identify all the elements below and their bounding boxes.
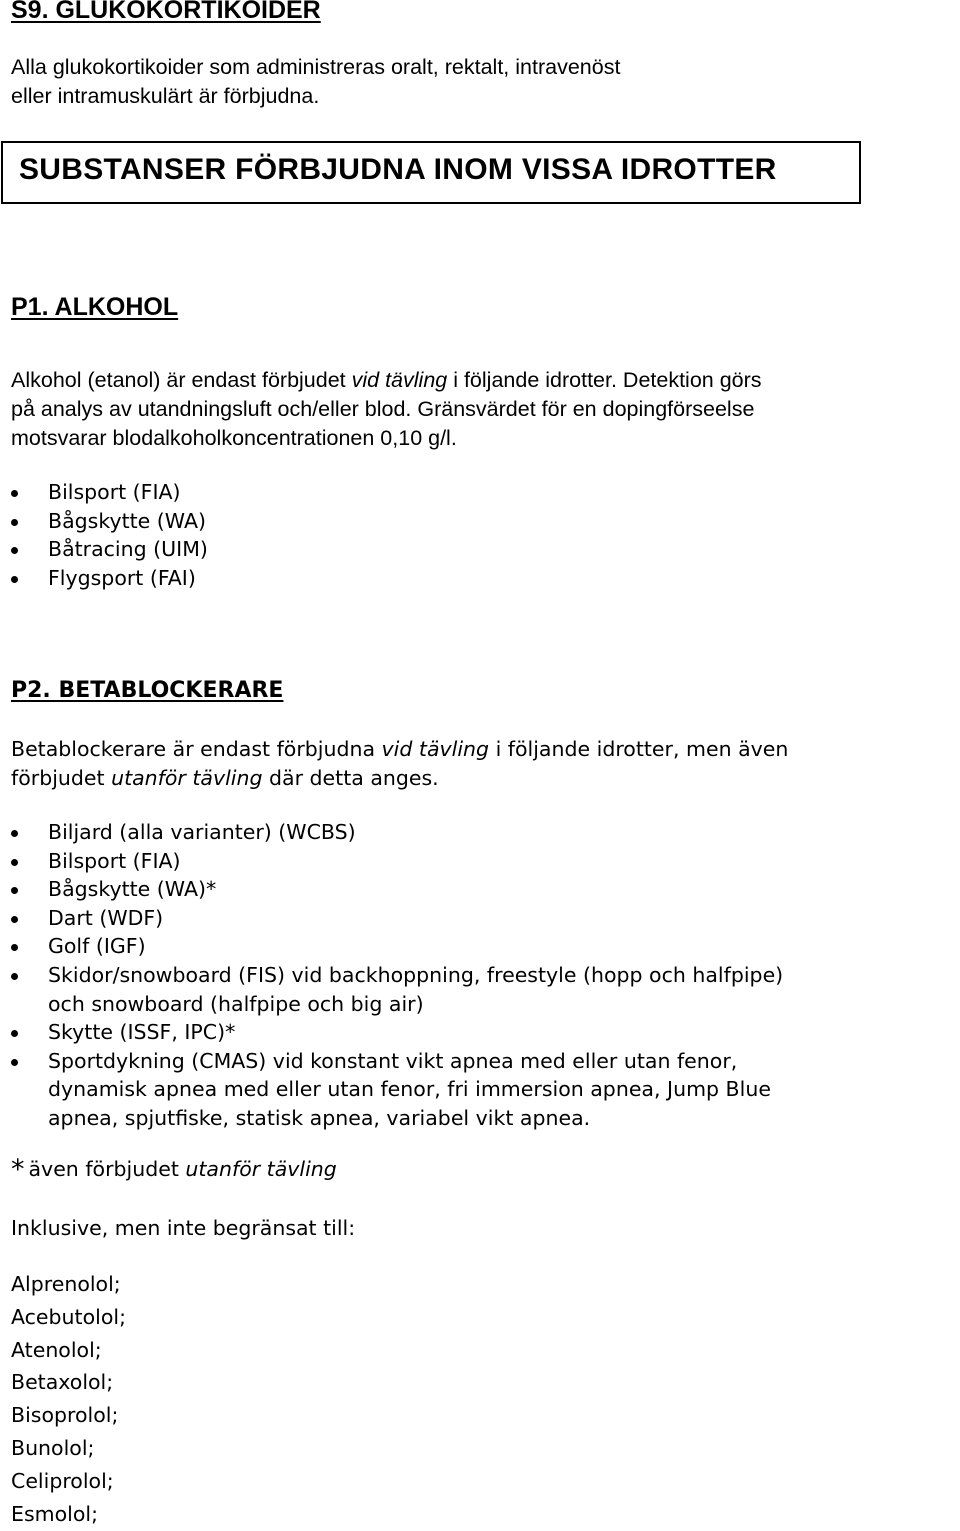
section-banner: [1, 141, 861, 204]
s9-line-2: eller intramuskulärt är förbjudna.: [11, 84, 320, 108]
bullet-icon: [11, 973, 18, 980]
list-item: Betaxolol;: [11, 1370, 114, 1395]
p1-line-1-emphasis: vid tävling: [351, 368, 448, 392]
list-item: Bilsport (FIA): [0, 478, 208, 507]
list-item: Atenolol;: [11, 1337, 102, 1362]
bullet-icon: [11, 1059, 18, 1066]
p2-intro-line-1: Betablockerare är endast förbjudna vid tävling i följande idrotter, men även: [11, 737, 789, 761]
section-title-s9: S9. GLUKOKORTIKOIDER: [11, 0, 321, 24]
section-title-p2: P2. BETABLOCKERARE: [11, 678, 284, 703]
list-item: Sportdykning (CMAS) vid konstant vikt apnea med eller utan fenor, dynamisk apnea med eller utan fenor, fri immersion apnea, Jump Blue apnea, spjutfiske, statisk apnea, variabel vikt apnea.: [0, 1047, 783, 1133]
list-item: Acebutolol;: [11, 1304, 126, 1329]
bullet-icon: [11, 944, 18, 951]
list-item: Esmolol;: [11, 1501, 98, 1526]
bullet-icon: [11, 576, 18, 583]
list-item: Bunolol;: [11, 1435, 95, 1460]
p2-intro-emphasis-1: vid tävling: [381, 737, 490, 761]
p1-line-1b: i följande idrotter. Detektion görs: [447, 368, 762, 392]
list-item: Alprenolol;: [11, 1272, 121, 1296]
bullet-icon: [11, 859, 18, 866]
footnote-marker: *: [11, 1154, 25, 1185]
bullet-icon: [11, 490, 18, 497]
list-item: Bilsport (FIA): [0, 847, 783, 876]
list-item: Golf (IGF): [0, 932, 783, 961]
bullet-icon: [11, 830, 18, 837]
bullet-icon: [11, 916, 18, 923]
p2-intro: [11, 735, 788, 792]
s9-paragraph: [11, 53, 951, 111]
list-item: Skytte (ISSF, IPC)*: [0, 1018, 783, 1047]
bullet-icon: [11, 1030, 18, 1037]
p2-intro-emphasis-2: utanför tävling: [111, 765, 263, 790]
list-item: Bisoprolol;: [11, 1403, 119, 1428]
banner-text: SUBSTANSER FÖRBJUDNA INOM VISSA IDROTTER: [19, 153, 777, 186]
inclusive-label: Inklusive, men inte begränsat till:: [11, 1216, 356, 1240]
p2-sport-list: [0, 818, 783, 1133]
list-item: Skidor/snowboard (FIS) vid backhoppning, freestyle (hopp och halfpipe) och snowboard (halfpipe och big air): [0, 961, 783, 1018]
p2-footnote: * även förbjudet utanför tävling: [11, 1154, 337, 1185]
list-item: Bågskytte (WA): [0, 507, 208, 536]
bullet-icon: [11, 887, 18, 894]
bullet-icon: [11, 547, 18, 554]
p1-line-3: motsvarar blodalkoholkoncentrationen 0,10 g/l.: [11, 426, 457, 450]
list-item: Biljard (alla varianter) (WCBS): [0, 818, 783, 847]
bullet-icon: [11, 519, 18, 526]
p1-line-1a: Alkohol (etanol) är endast förbjudet: [11, 368, 352, 392]
p2-intro-line-2: förbjudet utanför tävling där detta anges.: [11, 765, 439, 790]
list-item: Dart (WDF): [0, 904, 783, 933]
p1-paragraph: [11, 366, 951, 453]
footnote-emphasis: utanför tävling: [185, 1157, 337, 1181]
list-item: Celiprolol;: [11, 1468, 114, 1493]
p1-line-2: på analys av utandningsluft och/eller blod. Gränsvärdet för en dopingförseelse: [11, 397, 755, 421]
list-item: Flygsport (FAI): [0, 564, 208, 593]
section-title-p1: P1. ALKOHOL: [11, 293, 179, 321]
list-item: Bågskytte (WA)*: [0, 875, 783, 904]
p1-sport-list: [0, 478, 208, 592]
list-item: Båtracing (UIM): [0, 535, 208, 564]
s9-line-1: Alla glukokortikoider som administreras oralt, rektalt, intravenöst: [11, 55, 621, 79]
p1-line-1: [11, 366, 951, 395]
substance-list: [11, 1268, 126, 1530]
